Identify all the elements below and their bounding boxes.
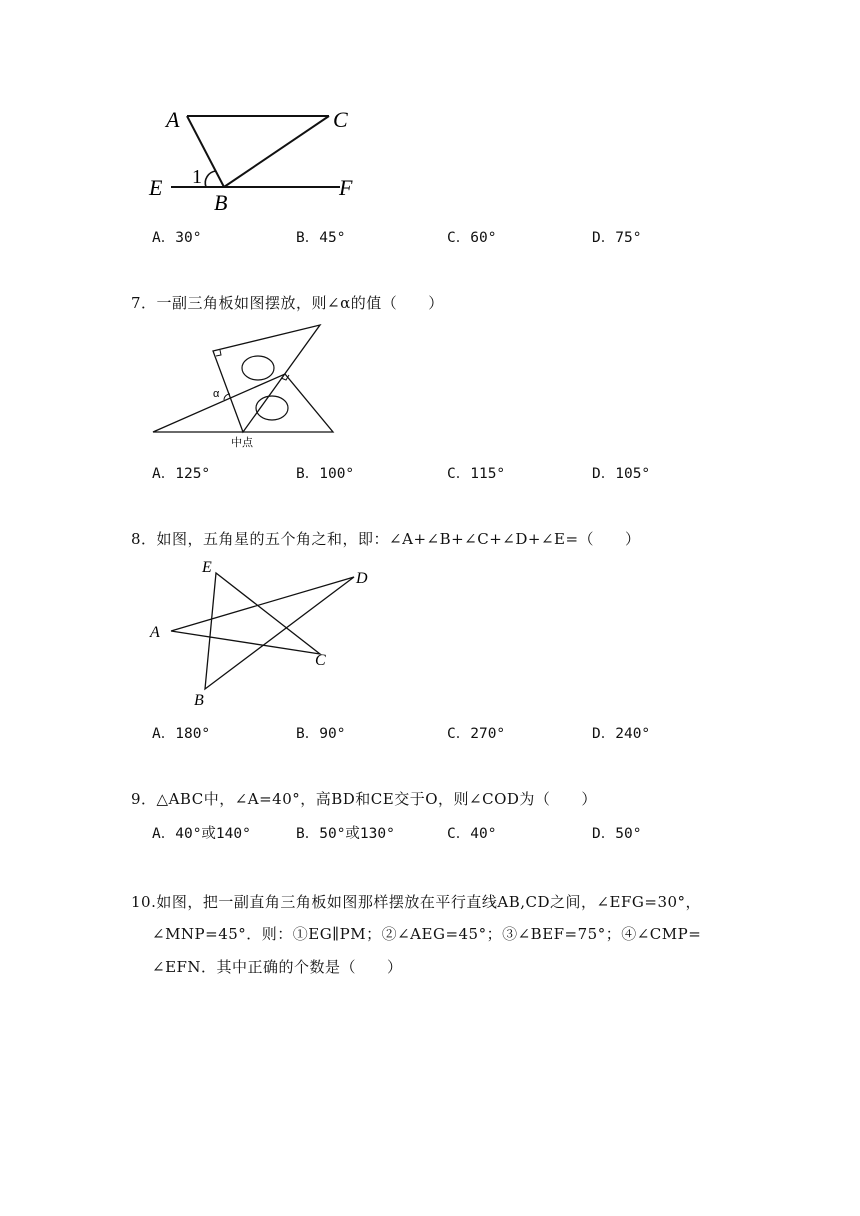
- q6-figure: [140, 100, 370, 215]
- fig8-label-d: D: [356, 570, 368, 587]
- q10-stem-line1: 10.如图，把一副直角三角板如图那样摆放在平行直线AB,CD之间，∠EFG=30°，: [131, 893, 702, 911]
- q9-option-b[interactable]: B．50°或130°: [296, 826, 395, 842]
- q7-stem: 7．一副三角板如图摆放，则∠α的值（ ）: [131, 294, 444, 312]
- fig6-label-c: C: [333, 107, 348, 132]
- fig6-label-f: F: [339, 175, 353, 200]
- fig6-label-e: E: [149, 175, 163, 200]
- q6-option-b[interactable]: B．45°: [296, 230, 346, 246]
- fig8-label-b: B: [194, 692, 204, 709]
- q6-option-a[interactable]: A．30°: [152, 230, 202, 246]
- q8-stem: 8．如图，五角星的五个角之和，即：∠A+∠B+∠C+∠D+∠E=（ ）: [131, 530, 641, 548]
- q8-option-a[interactable]: A．180°: [152, 726, 211, 742]
- fig8-label-a: A: [150, 624, 160, 641]
- q10-stem-line3: ∠EFN．其中正确的个数是（ ）: [152, 958, 403, 976]
- q9-option-c[interactable]: C．40°: [447, 826, 497, 842]
- fig6-label-angle1: 1: [192, 166, 202, 188]
- q9-option-a[interactable]: A．40°或140°: [152, 826, 251, 842]
- q8-option-c[interactable]: C．270°: [447, 726, 506, 742]
- q6-option-d[interactable]: D．75°: [592, 230, 642, 246]
- fig6-label-a: A: [166, 107, 180, 132]
- fig6-label-b: B: [214, 190, 228, 215]
- fig7-midpoint-label: 中点: [231, 437, 253, 449]
- fig8-label-e: E: [202, 559, 212, 576]
- fig8-label-c: C: [315, 652, 326, 669]
- q8-option-b[interactable]: B．90°: [296, 726, 346, 742]
- q7-figure: [150, 322, 350, 452]
- q6-option-c[interactable]: C．60°: [447, 230, 497, 246]
- q7-option-b[interactable]: B．100°: [296, 466, 355, 482]
- q10-stem-line2: ∠MNP=45°．则：①EG∥PM；②∠AEG=45°；③∠BEF=75°；④∠CMP=: [152, 925, 702, 943]
- q9-option-d[interactable]: D．50°: [592, 826, 642, 842]
- q8-figure: [145, 556, 385, 709]
- q8-option-d[interactable]: D．240°: [592, 726, 651, 742]
- q7-option-a[interactable]: A．125°: [152, 466, 211, 482]
- q9-stem: 9．△ABC中，∠A=40°，高BD和CE交于O，则∠COD为（ ）: [131, 790, 597, 808]
- fig7-alpha-label: α: [213, 388, 220, 400]
- q7-option-c[interactable]: C．115°: [447, 466, 506, 482]
- q7-option-d[interactable]: D．105°: [592, 466, 651, 482]
